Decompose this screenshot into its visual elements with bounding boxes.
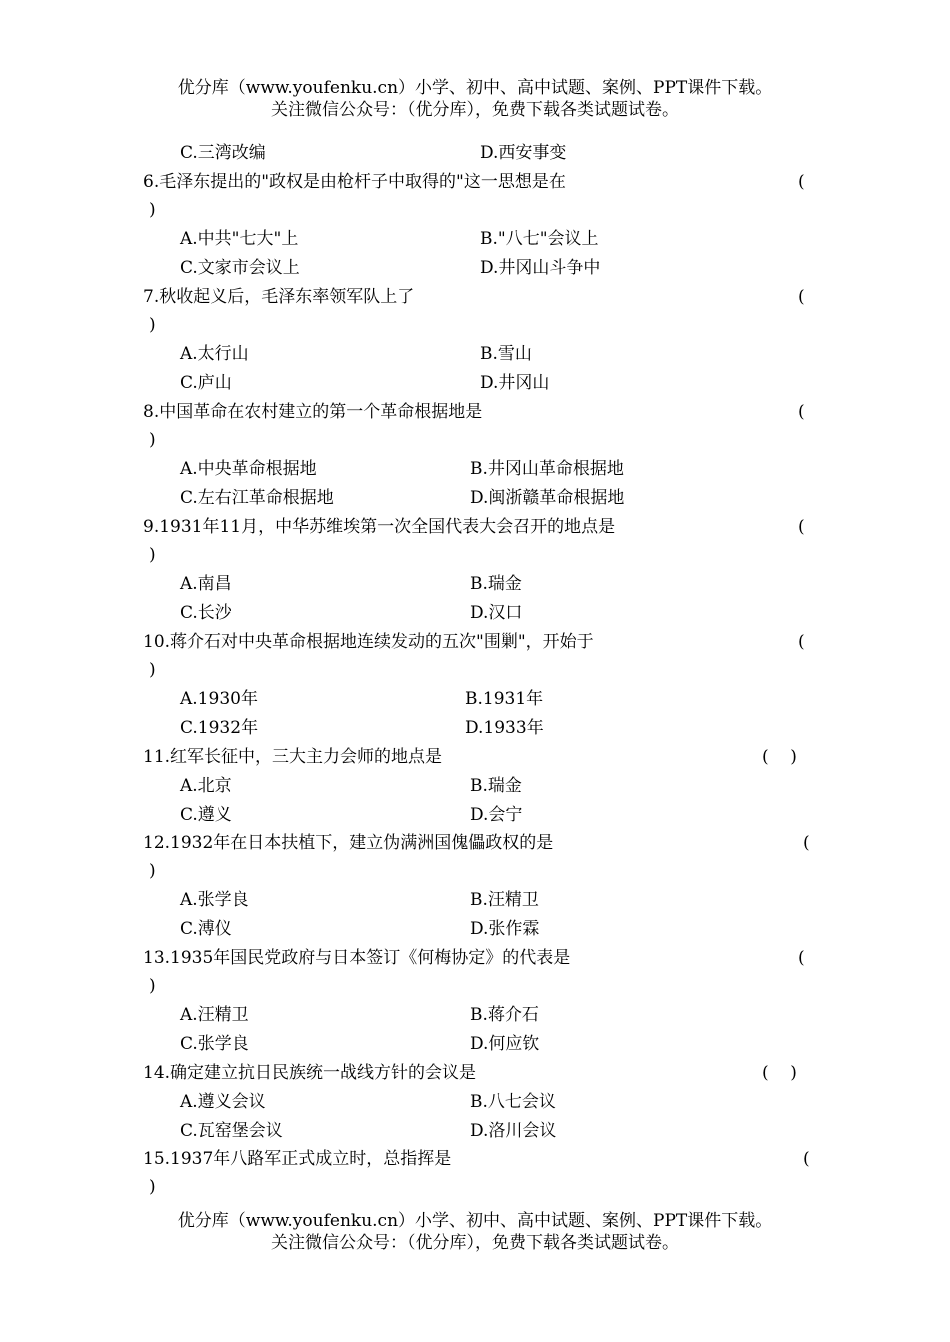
answer-paren-close: ): [149, 660, 156, 680]
question-8-option-a: A.中央革命根据地: [180, 459, 317, 479]
answer-paren-open: (: [798, 402, 805, 422]
question-10-option-a: A.1930年: [180, 689, 258, 709]
question-10-option-d: D.1933年: [465, 718, 544, 738]
question-8-option-c: C.左右江革命根据地: [180, 488, 334, 508]
page-header: [0, 77, 950, 121]
question-8-option-b: B.井冈山革命根据地: [470, 459, 624, 479]
header-line-1: 优分库（www.youfenku.cn）小学、初中、高中试题、案例、PPT课件下载。: [177, 78, 773, 98]
question-11-option-c: C.遵义: [180, 805, 232, 825]
answer-paren-open: (: [803, 1149, 810, 1169]
answer-paren-open: (: [803, 833, 810, 853]
footer-line-1: 优分库（www.youfenku.cn）小学、初中、高中试题、案例、PPT课件下载。: [177, 1211, 773, 1231]
answer-paren-close: ): [149, 545, 156, 565]
question-9-option-a: A.南昌: [180, 574, 232, 594]
question-11-stem: 11.红军长征中，三大主力会师的地点是: [143, 747, 443, 767]
question-11-option-b: B.瑞金: [470, 776, 522, 796]
question-13-option-a: A.汪精卫: [180, 1005, 249, 1025]
question-12-option-d: D.张作霖: [470, 919, 540, 939]
option-c: C.三湾改编: [180, 143, 266, 163]
question-13-stem: 13.1935年国民党政府与日本签订《何梅协定》的代表是: [143, 948, 571, 968]
question-14-option-c: C.瓦窑堡会议: [180, 1121, 283, 1141]
question-7-option-b: B.雪山: [480, 344, 532, 364]
answer-paren-open: (: [798, 287, 805, 307]
question-6-stem: 6.毛泽东提出的"政权是由枪杆子中取得的"这一思想是在: [143, 172, 566, 192]
question-10-option-c: C.1932年: [180, 718, 259, 738]
question-6-option-c: C.文家市会议上: [180, 258, 300, 278]
answer-parentheses: ( ): [762, 1063, 797, 1083]
question-10-option-b: B.1931年: [465, 689, 544, 709]
question-6-option-b: B."八七"会议上: [480, 229, 599, 249]
question-11-option-d: D.会宁: [470, 805, 523, 825]
question-11-option-a: A.北京: [180, 776, 232, 796]
question-7-stem: 7.秋收起义后，毛泽东率领军队上了: [143, 287, 415, 307]
footer-line-2: 关注微信公众号：（优分库），免费下载各类试题试卷。: [271, 1233, 679, 1253]
question-14-option-b: B.八七会议: [470, 1092, 556, 1112]
question-9-stem: 9.1931年11月，中华苏维埃第一次全国代表大会召开的地点是: [143, 517, 616, 537]
question-9-option-b: B.瑞金: [470, 574, 522, 594]
question-13-option-b: B.蒋介石: [470, 1005, 539, 1025]
question-7-option-a: A.太行山: [180, 344, 249, 364]
question-12-option-c: C.溥仪: [180, 919, 232, 939]
question-14-option-d: D.洛川会议: [470, 1121, 557, 1141]
question-7-option-d: D.井冈山: [480, 373, 550, 393]
answer-paren-close: ): [149, 430, 156, 450]
question-9-option-d: D.汉口: [470, 603, 523, 623]
header-line-2: 关注微信公众号：（优分库），免费下载各类试题试卷。: [271, 100, 679, 120]
answer-paren-close: ): [149, 861, 156, 881]
question-8-option-d: D.闽浙赣革命根据地: [470, 488, 625, 508]
question-6-option-d: D.井冈山斗争中: [480, 258, 601, 278]
answer-paren-close: ): [149, 976, 156, 996]
question-13-option-c: C.张学良: [180, 1034, 249, 1054]
question-13-option-d: D.何应钦: [470, 1034, 540, 1054]
answer-paren-close: ): [149, 200, 156, 220]
answer-paren-open: (: [798, 632, 805, 652]
answer-paren-close: ): [149, 1177, 156, 1197]
question-10-stem: 10.蒋介石对中央革命根据地连续发动的五次"围剿"，开始于: [143, 632, 594, 652]
answer-paren-open: (: [798, 517, 805, 537]
question-15-stem: 15.1937年八路军正式成立时，总指挥是: [143, 1149, 452, 1169]
question-9-option-c: C.长沙: [180, 603, 232, 623]
question-12-option-a: A.张学良: [180, 890, 249, 910]
answer-paren-close: ): [149, 315, 156, 335]
question-7-option-c: C.庐山: [180, 373, 232, 393]
answer-parentheses: ( ): [762, 747, 797, 767]
question-14-stem: 14.确定建立抗日民族统一战线方针的会议是: [143, 1063, 477, 1083]
question-14-option-a: A.遵义会议: [180, 1092, 266, 1112]
page-footer: [0, 1210, 950, 1254]
answer-paren-open: (: [798, 948, 805, 968]
question-12-stem: 12.1932年在日本扶植下，建立伪满洲国傀儡政权的是: [143, 833, 554, 853]
question-12-option-b: B.汪精卫: [470, 890, 539, 910]
question-6-option-a: A.中共"七大"上: [180, 229, 299, 249]
answer-paren-open: (: [798, 172, 805, 192]
question-8-stem: 8.中国革命在农村建立的第一个革命根据地是: [143, 402, 483, 422]
option-d: D.西安事变: [480, 143, 567, 163]
